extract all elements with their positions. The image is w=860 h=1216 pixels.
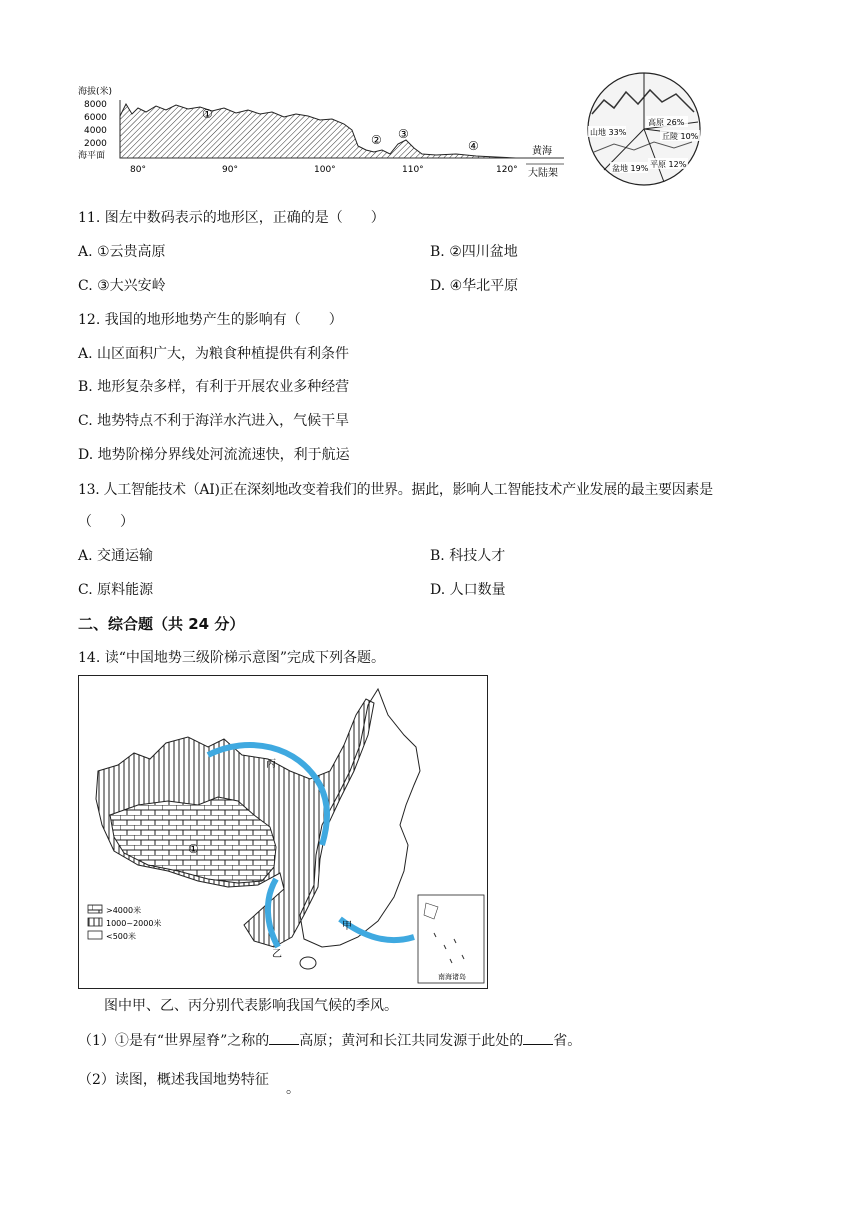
q13-stem-bracket: （ ） <box>78 514 134 530</box>
q11-option-b[interactable]: B. ②四川盆地 <box>430 244 518 260</box>
q14-stem: 14. 读“中国地势三级阶梯示意图”完成下列各题。 <box>78 650 386 666</box>
q14-sub1-blank-1[interactable] <box>269 1030 299 1045</box>
inset-label: 南海诸岛 <box>438 973 466 981</box>
xtick-120: 120° <box>496 165 518 175</box>
q11-option-c[interactable]: C. ③大兴安岭 <box>78 278 166 294</box>
ytick-8000: 8000 <box>84 100 107 110</box>
landform-pie-figure <box>584 72 704 188</box>
terrain-profile-area <box>120 104 516 158</box>
pie-label-basin: 盆地 19% <box>612 164 649 173</box>
q13-stem: 13. 人工智能技术（AI)正在深刻地改变着我们的世界。据此，影响人工智能技术产业发展的最主要因素是 <box>78 482 713 498</box>
ytick-4000: 4000 <box>84 126 107 136</box>
shelf-label: 大陆架 <box>528 168 558 179</box>
china-terrain-map <box>78 675 488 989</box>
wind-label-jia: 甲 <box>342 921 352 932</box>
q11-stem: 11. 图左中数码表示的地形区，正确的是（ ） <box>78 210 385 226</box>
pie-label-hills: 丘陵 10% <box>662 132 699 141</box>
q14-sub1-part-a: （1）①是有“世界屋脊”之称的 <box>78 1033 270 1049</box>
profile-marker-4: ④ <box>468 139 479 153</box>
q12-option-a[interactable]: A. 山区面积广大，为粮食种植提供有利条件 <box>78 346 350 362</box>
q13-option-d[interactable]: D. 人口数量 <box>430 582 506 598</box>
q14-sub1-part-c: 省。 <box>553 1033 582 1049</box>
q14-sub1-blank-2[interactable] <box>523 1030 553 1045</box>
wind-label-bing: 丙 <box>266 759 276 770</box>
ytick-6000: 6000 <box>84 113 107 123</box>
q13-option-b[interactable]: B. 科技人才 <box>430 548 506 564</box>
profile-marker-3: ③ <box>398 127 409 141</box>
q12-stem: 12. 我国的地形地势产生的影响有（ ） <box>78 312 343 328</box>
q14-caption: 图中甲、乙、丙分别代表影响我国气候的季风。 <box>104 998 398 1014</box>
legend-low: <500米 <box>106 932 136 941</box>
profile-marker-1: ① <box>202 107 213 121</box>
section2-title: 二、综合题（共 24 分） <box>78 615 245 633</box>
profile-ylabel: 海拔(米) <box>78 87 113 97</box>
q12-option-c[interactable]: C. 地势特点不利于海洋水汽进入，气候干旱 <box>78 413 350 429</box>
pie-label-plateau: 高原 26% <box>648 118 685 127</box>
legend-mid: 1000~2000米 <box>106 919 162 928</box>
hainan-island <box>300 957 316 969</box>
xtick-90: 90° <box>222 165 238 175</box>
q14-sub2-period: 。 <box>286 1081 300 1097</box>
q14-sub1 <box>78 1030 581 1051</box>
profile-marker-2: ② <box>371 133 382 147</box>
q11-option-a[interactable]: A. ①云贵高原 <box>78 244 166 260</box>
wind-label-yi: 乙 <box>272 949 282 960</box>
legend-high: >4000米 <box>106 906 142 915</box>
ytick-sea-level: 海平面 <box>78 151 106 161</box>
q12-option-b[interactable]: B. 地形复杂多样，有利于开展农业多种经营 <box>78 379 350 395</box>
q13-option-a[interactable]: A. 交通运输 <box>78 548 154 564</box>
ytick-2000: 2000 <box>84 139 107 149</box>
xtick-100: 100° <box>314 165 336 175</box>
terrain-profile-figure <box>76 84 566 184</box>
pie-label-mountain: 山地 33% <box>590 128 627 137</box>
q11-option-d[interactable]: D. ④华北平原 <box>430 278 519 294</box>
xtick-110: 110° <box>402 165 424 175</box>
q14-sub2: （2）读图，概述我国地势特征 <box>78 1072 269 1088</box>
map-marker-1: ① <box>188 842 199 856</box>
q14-sub1-part-b: 高原；黄河和长江共同发源于此处的 <box>299 1033 524 1049</box>
q13-option-c[interactable]: C. 原料能源 <box>78 582 154 598</box>
xtick-80: 80° <box>130 165 146 175</box>
sea-label: 黄海 <box>532 146 552 157</box>
pie-label-plain: 平原 12% <box>650 160 687 169</box>
q12-option-d[interactable]: D. 地势阶梯分界线处河流流速快，利于航运 <box>78 447 350 463</box>
